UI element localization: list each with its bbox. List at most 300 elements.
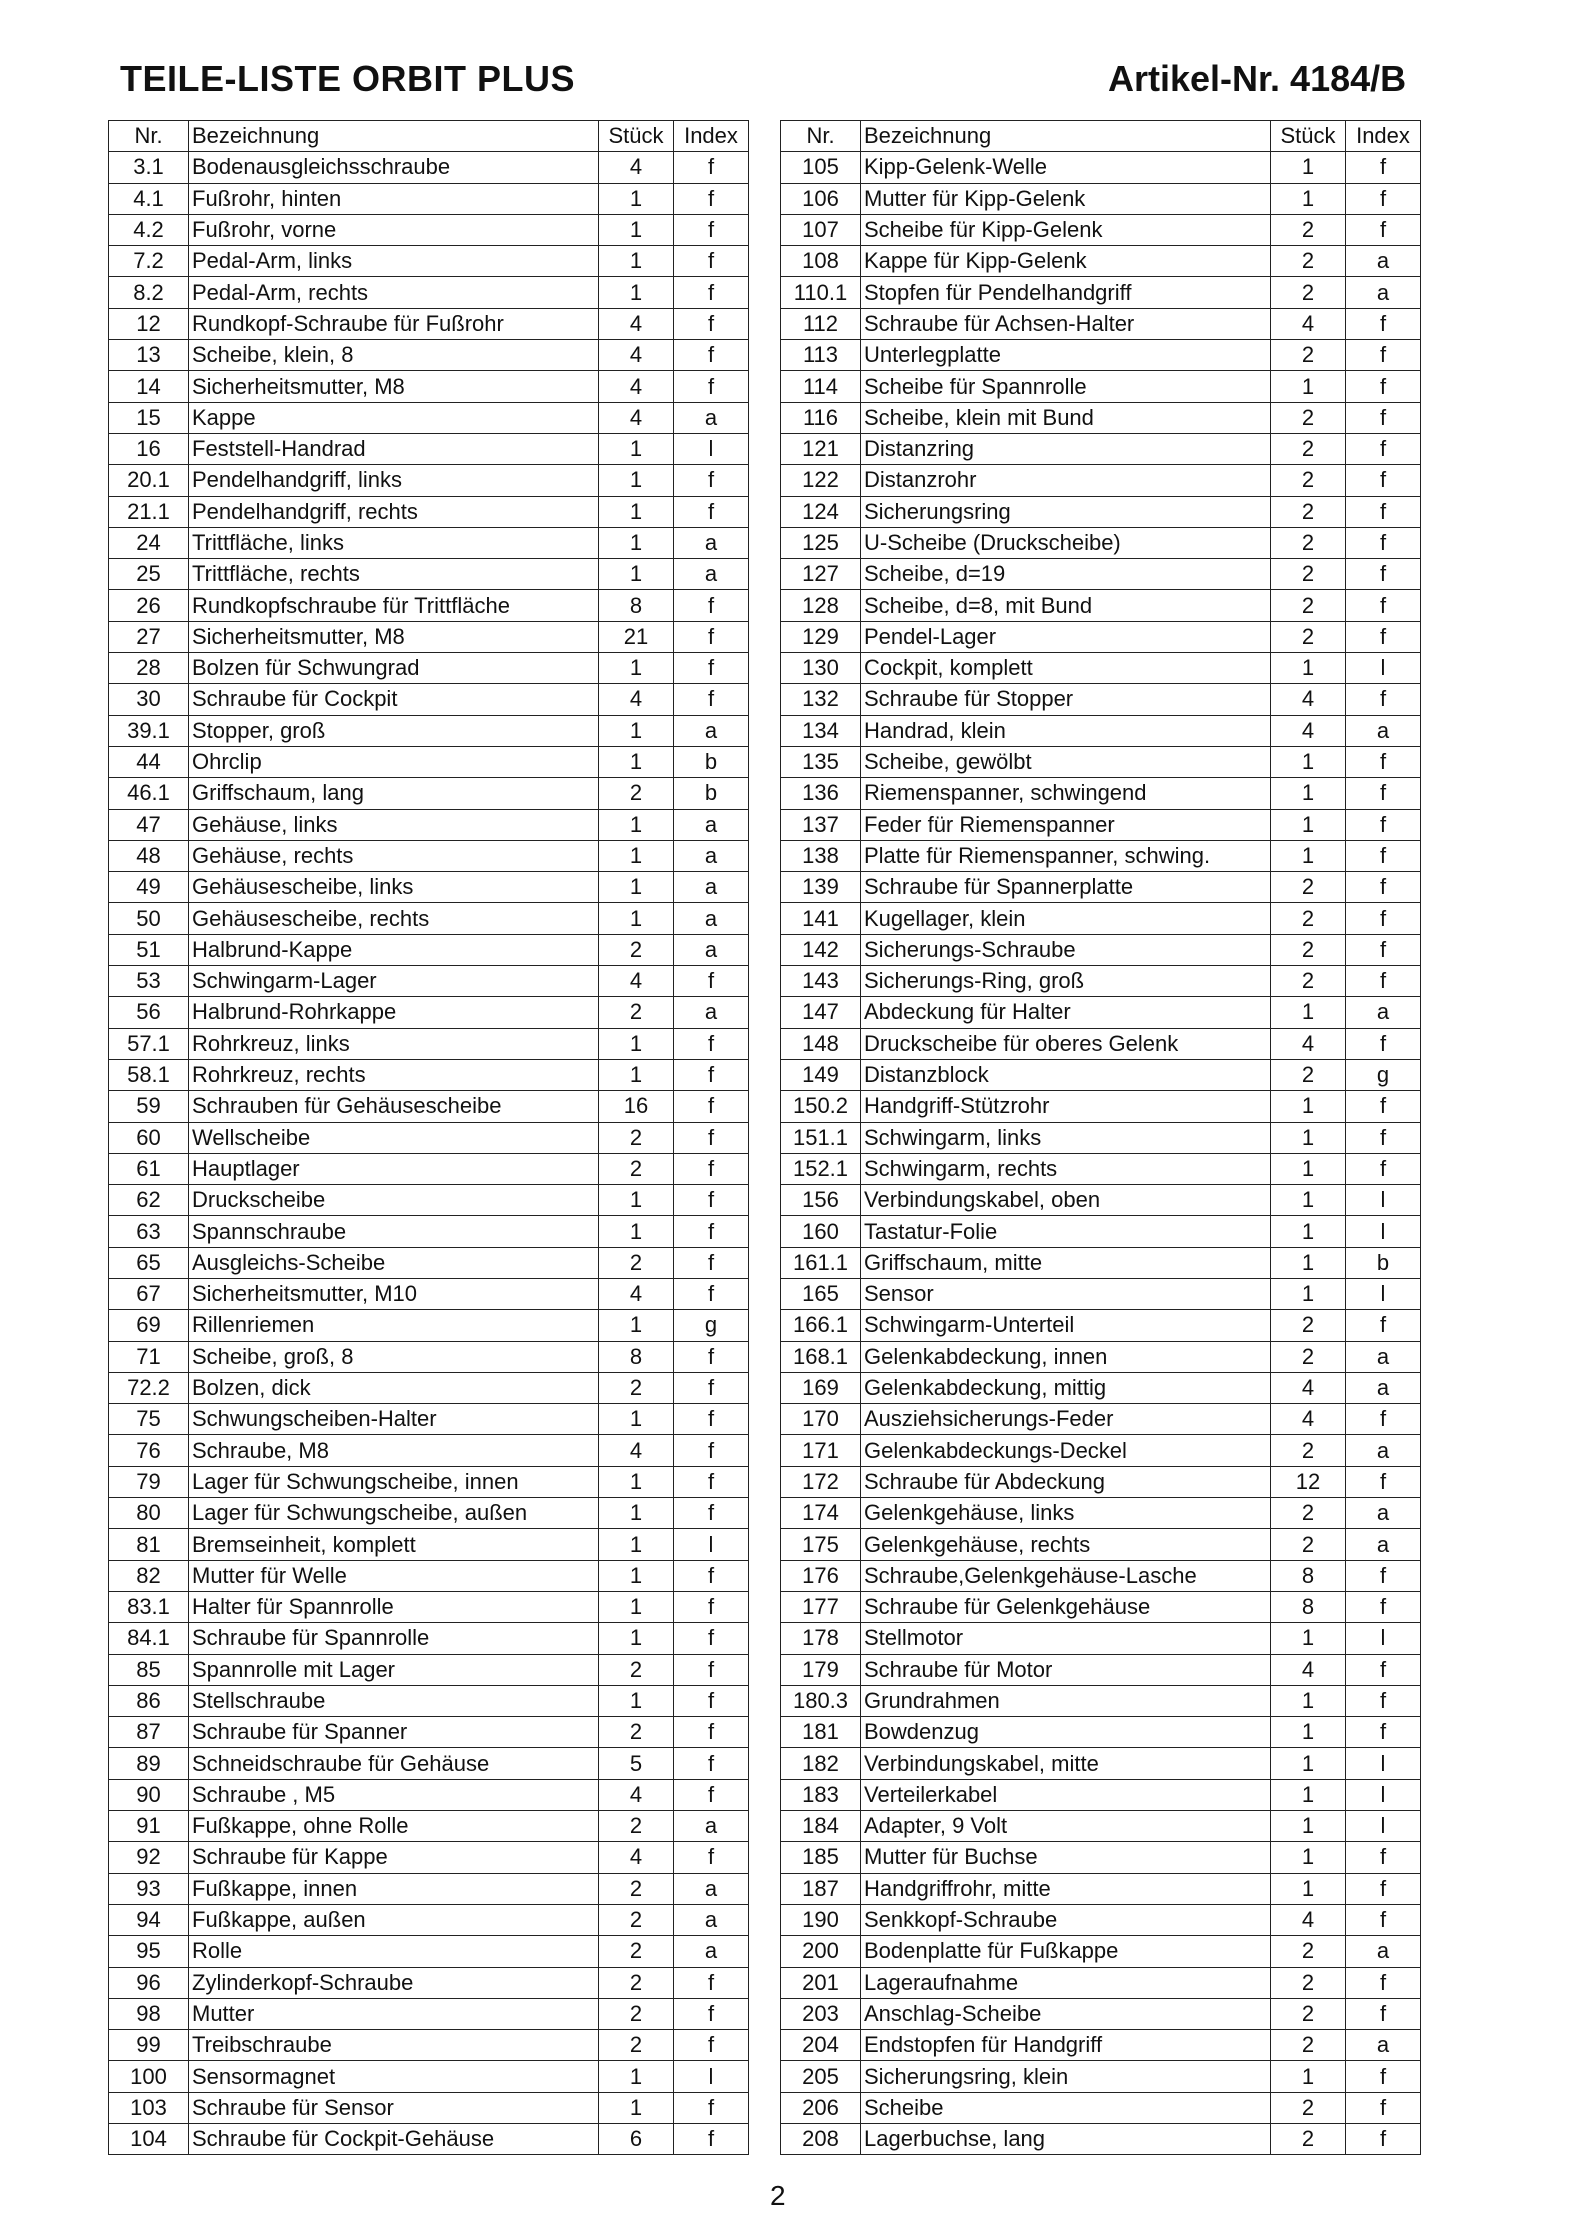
cell-name: Schraube für Cockpit-Gehäuse [189,2124,599,2155]
cell-nr: 201 [781,1967,861,1998]
cell-name: Platte für Riemenspanner, schwing. [861,840,1271,871]
cell-index: f [1346,809,1421,840]
cell-name: Schraube für Motor [861,1654,1271,1685]
cell-qty: 8 [599,590,674,621]
cell-qty: 1 [1271,2061,1346,2092]
table-row [109,433,749,464]
cell-index: f [1346,1091,1421,1122]
table-row [109,809,749,840]
cell-qty: 4 [599,308,674,339]
cell-name: Halbrund-Kappe [189,934,599,965]
cell-nr: 96 [109,1967,189,1998]
cell-name: Schraube für Gelenkgehäuse [861,1591,1271,1622]
table-row [109,1247,749,1278]
cell-qty: 4 [599,684,674,715]
cell-name: Kipp-Gelenk-Welle [861,152,1271,183]
cell-nr: 182 [781,1748,861,1779]
cell-name: Fußkappe, innen [189,1873,599,1904]
table-row [109,1967,749,1998]
table-row [109,2124,749,2155]
cell-qty: 1 [599,809,674,840]
cell-index: f [1346,2061,1421,2092]
cell-nr: 100 [109,2061,189,2092]
cell-name: Mutter für Kipp-Gelenk [861,183,1271,214]
cell-qty: 1 [599,840,674,871]
cell-nr: 116 [781,402,861,433]
cell-qty: 2 [599,1936,674,1967]
cell-name: Verbindungskabel, mitte [861,1748,1271,1779]
cell-name: Distanzblock [861,1059,1271,1090]
cell-index: f [1346,371,1421,402]
cell-name: Fußrohr, hinten [189,183,599,214]
cell-nr: 127 [781,559,861,590]
cell-qty: 2 [1271,934,1346,965]
table-row [781,2092,1421,2123]
cell-nr: 61 [109,1153,189,1184]
cell-index: a [674,809,749,840]
cell-index: f [674,496,749,527]
cell-index: f [1346,746,1421,777]
cell-index: f [1346,1404,1421,1435]
cell-index: a [1346,1372,1421,1403]
cell-qty: 12 [1271,1466,1346,1497]
cell-index: f [674,1591,749,1622]
cell-index: f [1346,1998,1421,2029]
cell-nr: 156 [781,1185,861,1216]
cell-index: f [674,246,749,277]
cell-name: Ausziehsicherungs-Feder [861,1404,1271,1435]
table-row [109,1341,749,1372]
cell-qty: 8 [599,1341,674,1372]
cell-qty: 4 [1271,1654,1346,1685]
cell-nr: 62 [109,1185,189,1216]
cell-name: Distanzrohr [861,465,1271,496]
cell-index: f [674,1685,749,1716]
cell-index: a [1346,997,1421,1028]
cell-qty: 2 [1271,1936,1346,1967]
cell-qty: 1 [1271,1748,1346,1779]
cell-nr: 67 [109,1278,189,1309]
cell-index: l [674,1529,749,1560]
cell-index: f [1346,559,1421,590]
table-row [781,1278,1421,1309]
column-header-qty: Stück [599,121,674,152]
cell-nr: 137 [781,809,861,840]
cell-nr: 53 [109,966,189,997]
cell-qty: 2 [599,778,674,809]
cell-name: Gelenkabdeckungs-Deckel [861,1435,1271,1466]
cell-index: f [674,1779,749,1810]
cell-nr: 49 [109,872,189,903]
cell-nr: 180.3 [781,1685,861,1716]
table-row [781,1842,1421,1873]
cell-nr: 14 [109,371,189,402]
cell-index: f [674,1216,749,1247]
table-row [109,872,749,903]
table-row [109,402,749,433]
cell-index: f [674,653,749,684]
table-row [109,1904,749,1935]
cell-nr: 60 [109,1122,189,1153]
table-row [109,684,749,715]
table-row [109,778,749,809]
cell-index: f [1346,590,1421,621]
cell-nr: 46.1 [109,778,189,809]
cell-name: Kugellager, klein [861,903,1271,934]
cell-name: Rundkopf-Schraube für Fußrohr [189,308,599,339]
cell-name: Bodenausgleichsschraube [189,152,599,183]
cell-nr: 177 [781,1591,861,1622]
cell-qty: 1 [599,2092,674,2123]
table-row [109,1153,749,1184]
cell-name: Grundrahmen [861,1685,1271,1716]
cell-qty: 2 [599,1904,674,1935]
cell-name: Rillenriemen [189,1310,599,1341]
column-header-qty: Stück [1271,121,1346,152]
table-row [781,1685,1421,1716]
cell-nr: 27 [109,621,189,652]
cell-qty: 4 [1271,1404,1346,1435]
cell-index: f [674,1654,749,1685]
cell-qty: 2 [1271,1310,1346,1341]
cell-nr: 48 [109,840,189,871]
cell-qty: 2 [1271,559,1346,590]
cell-name: Griffschaum, lang [189,778,599,809]
cell-qty: 2 [1271,1998,1346,2029]
table-row [781,1967,1421,1998]
column-header-index: Index [674,121,749,152]
cell-qty: 2 [1271,1435,1346,1466]
table-row [781,621,1421,652]
cell-qty: 5 [599,1748,674,1779]
cell-nr: 143 [781,966,861,997]
table-row [109,1122,749,1153]
cell-nr: 110.1 [781,277,861,308]
cell-name: Verteilerkabel [861,1779,1271,1810]
cell-qty: 4 [599,402,674,433]
cell-name: Rohrkreuz, rechts [189,1059,599,1090]
table-row [109,2030,749,2061]
table-row [109,1185,749,1216]
cell-nr: 94 [109,1904,189,1935]
cell-index: f [674,1341,749,1372]
table-row [109,1529,749,1560]
cell-qty: 4 [599,1435,674,1466]
cell-qty: 4 [1271,1028,1346,1059]
cell-index: f [674,371,749,402]
cell-index: l [1346,1216,1421,1247]
cell-qty: 8 [1271,1591,1346,1622]
table-row [109,1498,749,1529]
cell-qty: 1 [1271,1811,1346,1842]
cell-index: a [674,527,749,558]
cell-name: Lager für Schwungscheibe, innen [189,1466,599,1497]
cell-index: f [1346,1873,1421,1904]
cell-name: Sensor [861,1278,1271,1309]
cell-index: f [1346,934,1421,965]
cell-name: Abdeckung für Halter [861,997,1271,1028]
cell-name: Trittfläche, links [189,527,599,558]
cell-name: Sicherungsring [861,496,1271,527]
cell-index: f [1346,496,1421,527]
cell-index: f [674,1435,749,1466]
cell-nr: 165 [781,1278,861,1309]
cell-nr: 4.2 [109,214,189,245]
cell-nr: 138 [781,840,861,871]
table-row [109,1059,749,1090]
cell-qty: 4 [1271,1372,1346,1403]
table-row [781,465,1421,496]
cell-index: a [1346,246,1421,277]
cell-index: f [674,1842,749,1873]
cell-index: f [674,1748,749,1779]
cell-name: Tastatur-Folie [861,1216,1271,1247]
table-row [109,1372,749,1403]
table-row [109,715,749,746]
table-row [109,1091,749,1122]
cell-nr: 108 [781,246,861,277]
cell-nr: 200 [781,1936,861,1967]
cell-nr: 179 [781,1654,861,1685]
table-row [781,1498,1421,1529]
cell-nr: 169 [781,1372,861,1403]
cell-nr: 112 [781,308,861,339]
cell-index: f [674,1623,749,1654]
cell-qty: 2 [599,1967,674,1998]
cell-name: Scheibe, klein mit Bund [861,402,1271,433]
cell-name: Halbrund-Rohrkappe [189,997,599,1028]
cell-name: Scheibe für Kipp-Gelenk [861,214,1271,245]
cell-nr: 21.1 [109,496,189,527]
cell-index: a [674,840,749,871]
cell-qty: 2 [1271,590,1346,621]
cell-index: b [674,778,749,809]
cell-index: f [674,1185,749,1216]
table-row [109,621,749,652]
cell-name: Pendelhandgriff, rechts [189,496,599,527]
cell-name: Stopfen für Pendelhandgriff [861,277,1271,308]
cell-name: Schraube für Spanner [189,1717,599,1748]
cell-name: Druckscheibe [189,1185,599,1216]
cell-name: Scheibe, d=19 [861,559,1271,590]
cell-index: f [1346,1122,1421,1153]
table-row [781,1341,1421,1372]
cell-name: Endstopfen für Handgriff [861,2030,1271,2061]
cell-name: Handgriffrohr, mitte [861,1873,1271,1904]
cell-name: Stellschraube [189,1685,599,1716]
cell-name: Distanzring [861,433,1271,464]
cell-name: Senkkopf-Schraube [861,1904,1271,1935]
table-row [781,214,1421,245]
cell-qty: 4 [599,340,674,371]
cell-index: f [1346,1028,1421,1059]
table-row [781,1904,1421,1935]
cell-nr: 28 [109,653,189,684]
cell-name: Schraube, M8 [189,1435,599,1466]
cell-nr: 58.1 [109,1059,189,1090]
cell-nr: 76 [109,1435,189,1466]
cell-index: f [674,183,749,214]
cell-name: Ausgleichs-Scheibe [189,1247,599,1278]
cell-name: Cockpit, komplett [861,653,1271,684]
table-row [109,183,749,214]
cell-name: Kappe für Kipp-Gelenk [861,246,1271,277]
cell-nr: 124 [781,496,861,527]
cell-qty: 2 [599,997,674,1028]
cell-name: Bolzen für Schwungrad [189,653,599,684]
cell-nr: 8.2 [109,277,189,308]
cell-index: f [674,1998,749,2029]
cell-index: f [1346,966,1421,997]
cell-index: f [674,1247,749,1278]
cell-qty: 1 [599,1560,674,1591]
cell-name: Sicherheitsmutter, M10 [189,1278,599,1309]
cell-index: f [1346,402,1421,433]
cell-qty: 4 [599,966,674,997]
cell-index: f [674,966,749,997]
cell-name: Sicherungsring, klein [861,2061,1271,2092]
table-row [781,1873,1421,1904]
cell-index: f [1346,1842,1421,1873]
cell-qty: 1 [599,465,674,496]
cell-index: a [1346,1529,1421,1560]
cell-index: f [674,1466,749,1497]
cell-name: Schwingarm, links [861,1122,1271,1153]
cell-qty: 4 [1271,1904,1346,1935]
cell-qty: 1 [599,1685,674,1716]
table-row [781,653,1421,684]
cell-nr: 106 [781,183,861,214]
table-row [109,1779,749,1810]
cell-index: l [674,433,749,464]
table-row [781,1779,1421,1810]
cell-name: Schraube für Cockpit [189,684,599,715]
cell-qty: 1 [599,1216,674,1247]
table-row [781,496,1421,527]
table-row [109,1435,749,1466]
cell-qty: 4 [599,371,674,402]
cell-nr: 175 [781,1529,861,1560]
cell-qty: 1 [1271,1779,1346,1810]
cell-index: f [1346,1685,1421,1716]
table-row [781,402,1421,433]
cell-name: Hauptlager [189,1153,599,1184]
cell-nr: 204 [781,2030,861,2061]
cell-index: f [674,214,749,245]
cell-qty: 2 [1271,433,1346,464]
cell-qty: 1 [1271,183,1346,214]
cell-name: Kappe [189,402,599,433]
cell-nr: 174 [781,1498,861,1529]
table-row [109,371,749,402]
cell-qty: 1 [1271,778,1346,809]
cell-index: l [1346,1278,1421,1309]
cell-qty: 1 [599,872,674,903]
table-row [109,1310,749,1341]
cell-index: f [1346,684,1421,715]
table-row [781,2061,1421,2092]
cell-index: a [674,872,749,903]
cell-index: f [674,2124,749,2155]
cell-index: f [1346,183,1421,214]
cell-nr: 91 [109,1811,189,1842]
cell-nr: 72.2 [109,1372,189,1403]
cell-nr: 105 [781,152,861,183]
cell-nr: 59 [109,1091,189,1122]
cell-index: a [674,1811,749,1842]
cell-name: Unterlegplatte [861,340,1271,371]
cell-name: Adapter, 9 Volt [861,1811,1271,1842]
cell-index: f [1346,2092,1421,2123]
cell-nr: 170 [781,1404,861,1435]
cell-name: Rolle [189,1936,599,1967]
cell-name: Sensormagnet [189,2061,599,2092]
table-row [109,1216,749,1247]
table-row [781,778,1421,809]
cell-name: Schraube für Achsen-Halter [861,308,1271,339]
cell-qty: 4 [599,1779,674,1810]
cell-qty: 2 [599,2030,674,2061]
cell-qty: 4 [1271,715,1346,746]
table-row [109,1560,749,1591]
cell-index: f [1346,1560,1421,1591]
table-row [109,1873,749,1904]
page-number: 2 [770,2180,786,2211]
cell-index: f [1346,465,1421,496]
cell-name: Scheibe für Spannrolle [861,371,1271,402]
table-row [109,1623,749,1654]
cell-qty: 1 [599,1466,674,1497]
table-row [781,308,1421,339]
cell-index: f [674,684,749,715]
cell-name: Fußrohr, vorne [189,214,599,245]
cell-index: f [1346,1967,1421,1998]
cell-name: Sicherheitsmutter, M8 [189,621,599,652]
cell-qty: 1 [599,746,674,777]
cell-name: Stellmotor [861,1623,1271,1654]
cell-nr: 122 [781,465,861,496]
table-row [781,1936,1421,1967]
cell-index: f [1346,1717,1421,1748]
table-row [781,1654,1421,1685]
table-row [109,840,749,871]
table-row [109,966,749,997]
table-row [109,214,749,245]
cell-index: f [674,308,749,339]
cell-index: a [674,903,749,934]
cell-qty: 1 [1271,746,1346,777]
cell-qty: 1 [599,903,674,934]
table-row [781,2124,1421,2155]
cell-nr: 160 [781,1216,861,1247]
cell-nr: 25 [109,559,189,590]
cell-qty: 2 [599,934,674,965]
table-row [109,934,749,965]
table-row [781,246,1421,277]
cell-index: a [1346,1341,1421,1372]
cell-qty: 1 [1271,1185,1346,1216]
cell-index: f [674,1560,749,1591]
cell-qty: 2 [1271,2030,1346,2061]
cell-nr: 107 [781,214,861,245]
cell-index: f [1346,840,1421,871]
parts-table-left [108,120,749,2155]
cell-qty: 1 [599,214,674,245]
cell-nr: 121 [781,433,861,464]
cell-nr: 187 [781,1873,861,1904]
cell-name: Treibschraube [189,2030,599,2061]
cell-index: f [674,1967,749,1998]
